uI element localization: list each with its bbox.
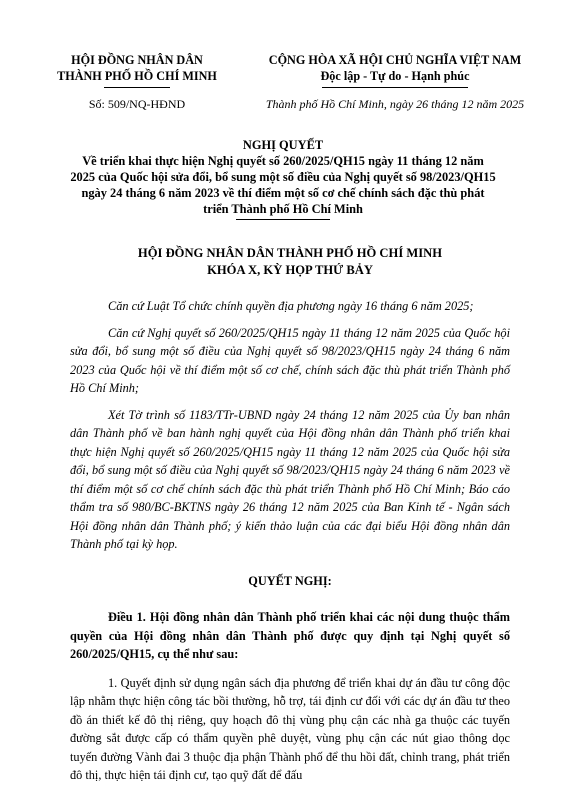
decision-heading: QUYẾT NGHỊ: [248,573,332,588]
motto-underline [322,87,468,88]
issuing-body [70,245,510,279]
article-1-clause-1: 1. Quyết định sử dụng ngân sách địa phương để triển khai dự án đầu tư công độc lập nhằm thực hiện công tác bồi thường, hỗ trợ, tái định cư đối với các dự án đầu tư theo đồ án thiết kế đô thị riêng, quy hoạch đô thị vùng phụ cận các nhà ga thuộc các tuyến đường sắt được cấp có thẩm quyền phê duyệt, vùng phụ cận các nút giao thông dọc tuyến đường Vành đai 3 thuộc địa phận Thành phố để thu hồi đất, chỉnh trang, phát triển đô thị, thực hiện tái định cư, tạo quỹ đất để đấu [70,675,510,782]
title-underline [236,219,330,220]
preamble-paragraph: Xét Tờ trình số 1183/TTr-UBND ngày 24 tháng 12 năm 2025 của Ủy ban nhân dân Thành phố về ban hành nghị quyết của Hội đồng nhân dân Thành phố triển khai thực hiện Nghị quyết số 260/2025/QH15 ngày 11 tháng 12 năm 2025 của Quốc hội sửa đổi, bổ sung một số điều của Nghị quyết số 98/2023/QH15 ngày 24 tháng 6 năm 2023 về thí điểm một số cơ chế chính sách đặc thù phát triển Thành phố Hồ Chí Minh; Báo cáo thẩm tra số 980/BC-BKTNS ngày 26 tháng 12 năm 2025 của Ban Kinh tế - Ngân sách Hội đồng nhân dân Thành phố; ý kiến thảo luận của các đại biểu Hội đồng nhân dân Thành phố tại kỳ họp. [70,407,510,551]
national-header [254,52,536,84]
document-body [70,245,510,785]
nation-line-1: CỘNG HÒA XÃ HỘI CHỦ NGHĨA VIỆT NAM [268,53,522,67]
document-subject: Về triển khai thực hiện Nghị quyết số 260/2025/QH15 ngày 11 tháng 12 năm 2025 của Quốc hội sửa đổi, bổ sung một số điều của Nghị quyết số 98/2023/QH15 ngày 24 tháng 6 năm 2023 về thí điểm một số cơ chế chính sách đặc thù phát triển Thành phố Hồ Chí Minh [70,154,496,216]
nation-line-2: Độc lập - Tự do - Hạnh phúc [320,69,470,83]
issuer-underline [104,87,170,88]
issuing-body-line-2: KHÓA X, KỲ HỌP THỨ BẢY [207,263,373,277]
issuer-line-1: HỘI ĐỒNG NHÂN DÂN [71,53,203,67]
preamble-paragraph: Căn cứ Luật Tổ chức chính quyền địa phương ngày 16 tháng 6 năm 2025; [108,299,474,313]
preamble-paragraph: Căn cứ Nghị quyết số 260/2025/QH15 ngày 11 tháng 12 năm 2025 của Quốc hội sửa đổi, bổ sung một số điều của Nghị quyết số 98/2023/QH15 ngày 24 tháng 6 năm 2023 của Quốc hội về thí điểm một số cơ chế, chính sách đặc thù phát triển Thành phố Hồ Chí Minh; [70,325,510,395]
issuing-body-line-1: HỘI ĐỒNG NHÂN DÂN THÀNH PHỐ HỒ CHÍ MINH [137,246,443,260]
issuer-header [38,52,236,84]
document-type: NGHỊ QUYẾT [242,138,324,152]
document-number: Số: 509/NQ-HĐND [88,97,186,111]
document-date: Thành phố Hồ Chí Minh, ngày 26 tháng 12 năm 2025 [265,97,525,111]
article-1-heading: Điều 1. Hội đồng nhân dân Thành phố triển khai các nội dung thuộc thẩm quyền của Hội đồng nhân dân Thành phố được quy định tại Nghị quyết số 260/2025/QH15, cụ thể như sau: [70,610,510,661]
document-title [70,137,496,217]
issuer-line-2: THÀNH PHỐ HỒ CHÍ MINH [57,69,217,83]
